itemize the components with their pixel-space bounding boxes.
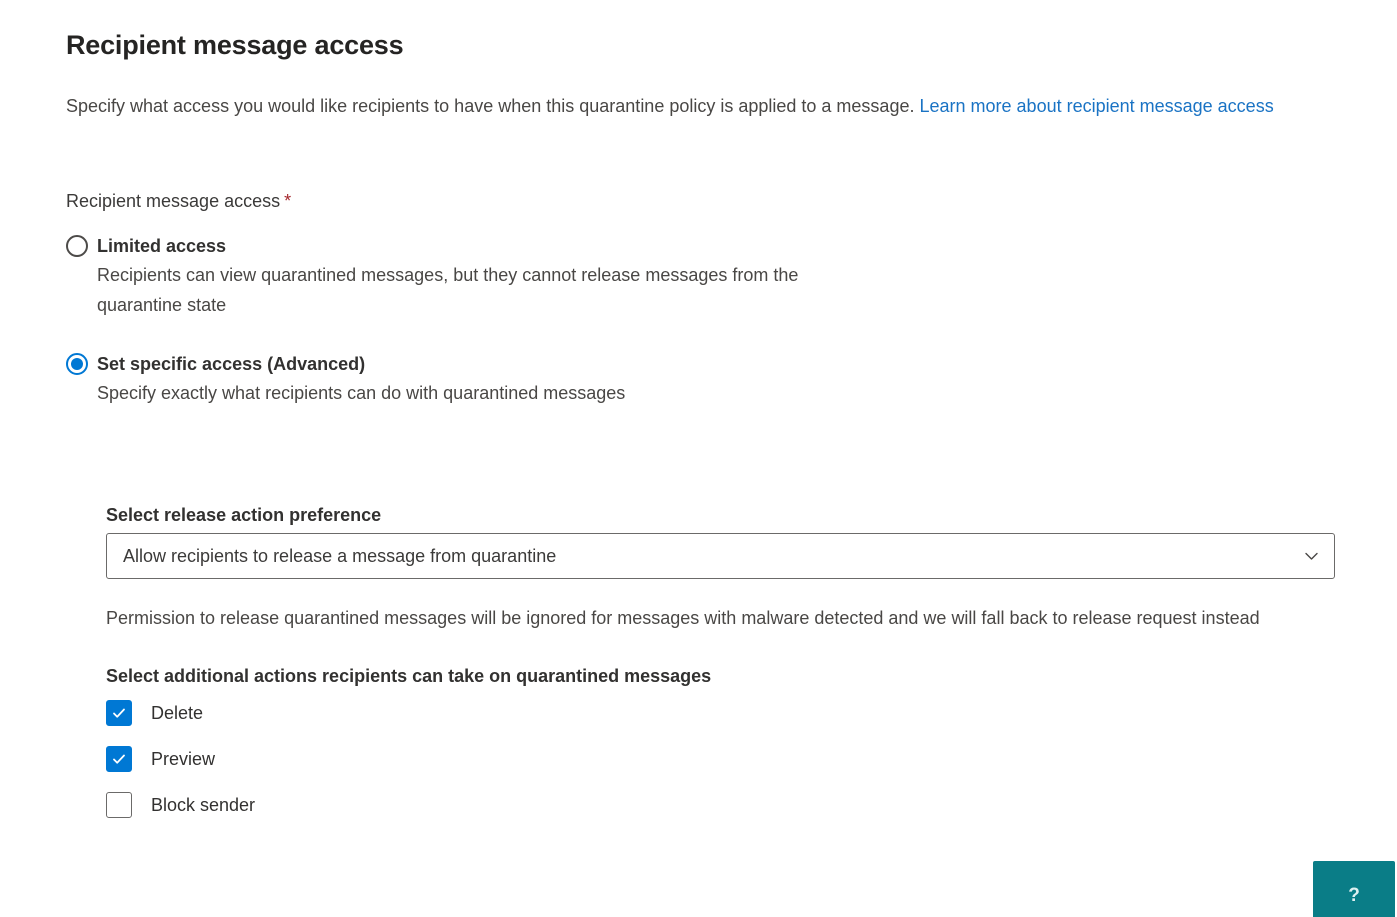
radio-label-limited-access: Limited access bbox=[97, 236, 227, 256]
release-action-dropdown[interactable] bbox=[106, 533, 1335, 579]
radio-option-limited-access[interactable] bbox=[66, 234, 1336, 320]
release-action-selected-value: Allow recipients to release a message from quarantine bbox=[123, 545, 557, 566]
recipient-message-access-panel bbox=[66, 28, 1336, 818]
checkbox-block-sender[interactable] bbox=[106, 792, 132, 818]
radio-description-limited-access: Recipients can view quarantined messages, but they cannot release messages from the quarantine state bbox=[97, 265, 799, 315]
additional-actions-list bbox=[106, 700, 1335, 818]
checkbox-delete[interactable] bbox=[106, 700, 132, 726]
access-group-label-text: Recipient message access bbox=[66, 191, 281, 211]
learn-more-link[interactable]: Learn more about recipient message access bbox=[919, 96, 1274, 116]
page-description bbox=[66, 92, 1336, 121]
checkbox-row-block-sender[interactable] bbox=[106, 792, 1335, 818]
release-action-note: Permission to release quarantined messages will be ignored for messages with malware detected and we will fall back to release request instead bbox=[106, 608, 1260, 628]
radio-button-set-specific-access[interactable] bbox=[66, 353, 88, 375]
help-question-glyph: ? bbox=[1348, 885, 1360, 906]
checkmark-icon bbox=[111, 751, 127, 767]
radio-button-limited-access[interactable] bbox=[66, 235, 88, 257]
access-group-label bbox=[66, 189, 1336, 213]
radio-selected-dot bbox=[71, 358, 83, 370]
checkbox-label-preview: Preview bbox=[151, 748, 216, 769]
additional-actions-label: Select additional actions recipients can take on quarantined messages bbox=[106, 666, 712, 686]
checkbox-row-preview[interactable] bbox=[106, 746, 1335, 772]
page-title: Recipient message access bbox=[66, 30, 404, 60]
checkbox-row-delete[interactable] bbox=[106, 700, 1335, 726]
help-button[interactable] bbox=[1313, 861, 1395, 917]
radio-description-set-specific-access: Specify exactly what recipients can do with quarantined messages bbox=[97, 383, 626, 403]
radio-option-text bbox=[97, 234, 817, 320]
chevron-down-icon bbox=[1303, 548, 1320, 565]
radio-option-text bbox=[97, 352, 625, 408]
checkbox-label-delete: Delete bbox=[151, 702, 204, 723]
release-action-label: Select release action preference bbox=[106, 505, 382, 525]
page-description-text: Specify what access you would like recipients to have when this quarantine policy is applied to a message. bbox=[66, 96, 915, 116]
checkmark-icon bbox=[111, 705, 127, 721]
radio-label-set-specific-access: Set specific access (Advanced) bbox=[97, 354, 366, 374]
checkbox-label-block-sender: Block sender bbox=[151, 794, 256, 815]
radio-option-set-specific-access[interactable] bbox=[66, 352, 1336, 408]
required-asterisk: * bbox=[284, 191, 292, 211]
checkbox-preview[interactable] bbox=[106, 746, 132, 772]
advanced-settings-section bbox=[106, 503, 1335, 818]
